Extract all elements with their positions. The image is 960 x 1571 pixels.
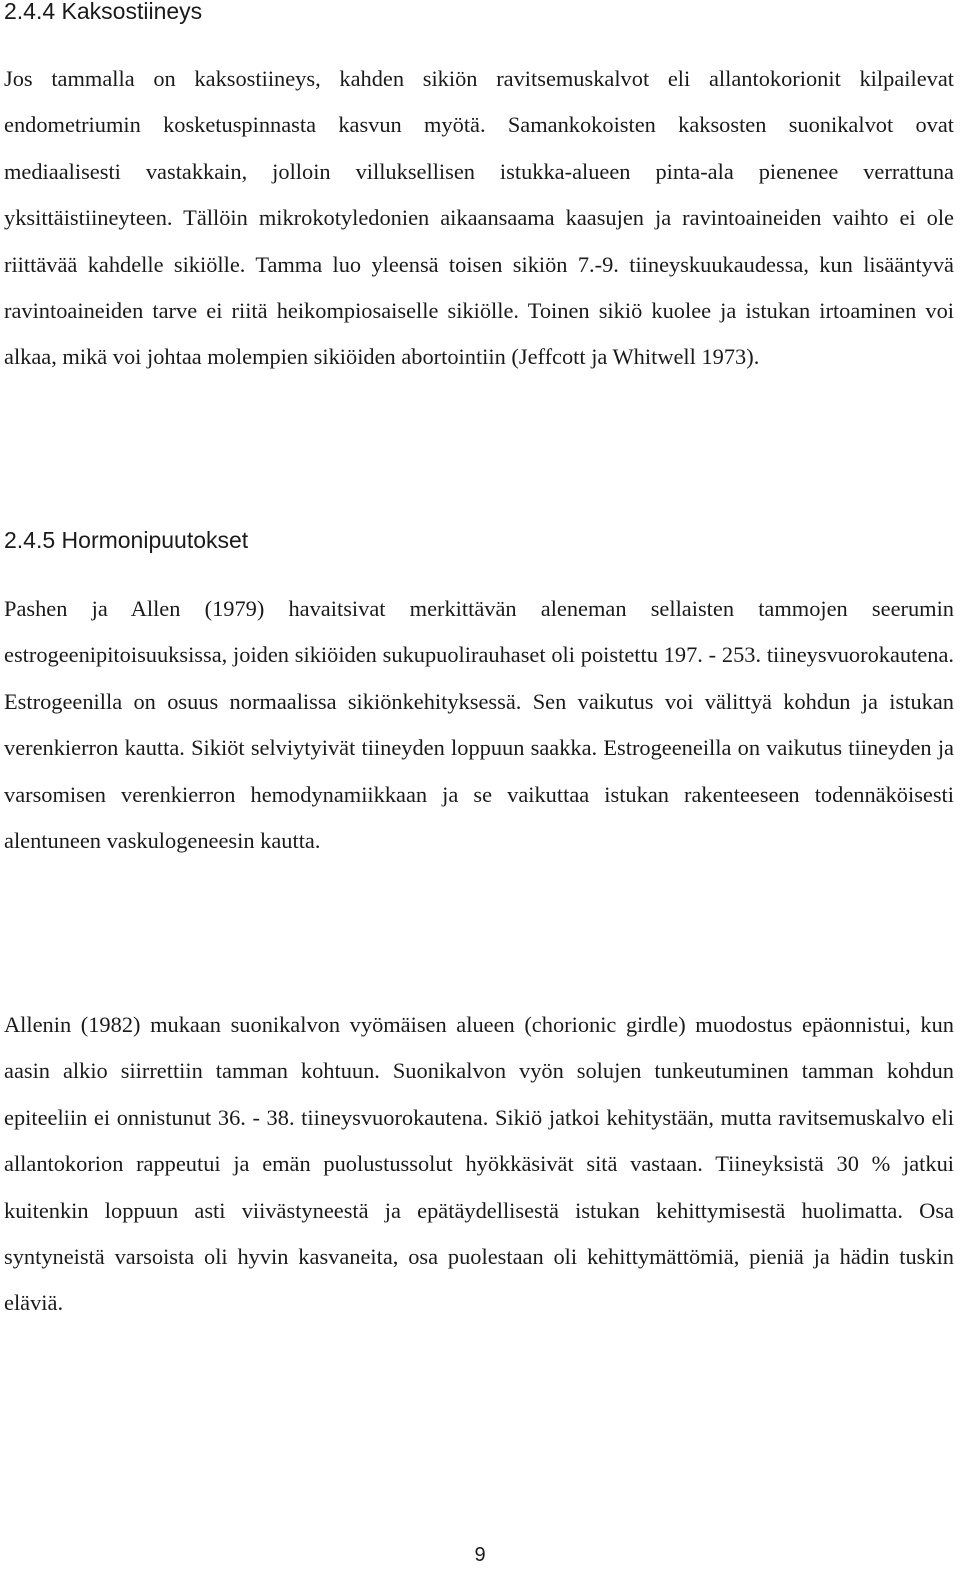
section-heading-hormonipuutokset: 2.4.5 Hormonipuutokset: [4, 527, 249, 553]
paragraph-hormonipuutokset-2: Allenin (1982) mukaan suonikalvon vyömäisen alueen (chorionic girdle) muodostus epäonnistui, kun aasin alkio siirrettiin tamman kohtuun. Suonikalvon vyön solujen tunkeutuminen tamman kohdun epiteeliin ei onnistunut 36. - 38. tiineysvuorokautena. Sikiö jatkoi kehitystään, mutta ravitsemuskalvo eli allantokorion rappeutui ja emän puolustussolut hyökkäsivät sitä vastaan. Tiineyksistä 30 % jatkui kuitenkin loppuun asti viivästyneestä ja epätäydellisestä istukan kehittymisestä huolimatta. Osa syntyneistä varsoista oli hyvin kasvaneita, osa puolestaan oli kehittymättömiä, pieniä ja hädin tuskin eläviä.: [4, 1012, 954, 1316]
page-number: 9: [474, 1544, 486, 1566]
paragraph-kaksostiineys: Jos tammalla on kaksostiineys, kahden sikiön ravitsemuskalvot eli allantokorionit kilpailevat endometriumin kosketuspinnasta kasvun myötä. Samankokoisten kaksosten suonikalvot ovat mediaalisesti vastakkain, jolloin villuksellisen istukka-alueen pinta-ala pienenee verrattuna yksittäistiineyteen. Tällöin mikrokotyledonien aikaansaama kaasujen ja ravintoaineiden vaihto ei ole riittävää kahdelle sikiölle. Tamma luo yleensä toisen sikiön 7.-9. tiineyskuukaudessa, kun lisääntyvä ravintoaineiden tarve ei riitä heikompiosaiselle sikiölle. Toinen sikiö kuolee ja istukan irtoaminen voi alkaa, mikä voi johtaa molempien sikiöiden abortointiin (Jeffcott ja Whitwell 1973).: [4, 66, 954, 370]
paragraph-hormonipuutokset-1: Pashen ja Allen (1979) havaitsivat merkittävän aleneman sellaisten tammojen seerumin estrogeenipitoisuuksissa, joiden sikiöiden sukupuolirauhaset oli poistettu 197. - 253. tiineysvuorokautena. Estrogeenilla on osuus normaalissa sikiönkehityksessä. Sen vaikutus voi välittyä kohdun ja istukan verenkierron kautta. Sikiöt selviytyivät tiineyden loppuun saakka. Estrogeeneilla on vaikutus tiineyden ja varsomisen verenkierron hemodynamiikkaan ja se vaikuttaa istukan rakenteeseen todennäköisesti alentuneen vaskulogeneesin kautta.: [4, 596, 954, 854]
section-heading-kaksostiineys: 2.4.4 Kaksostiineys: [4, 0, 203, 24]
